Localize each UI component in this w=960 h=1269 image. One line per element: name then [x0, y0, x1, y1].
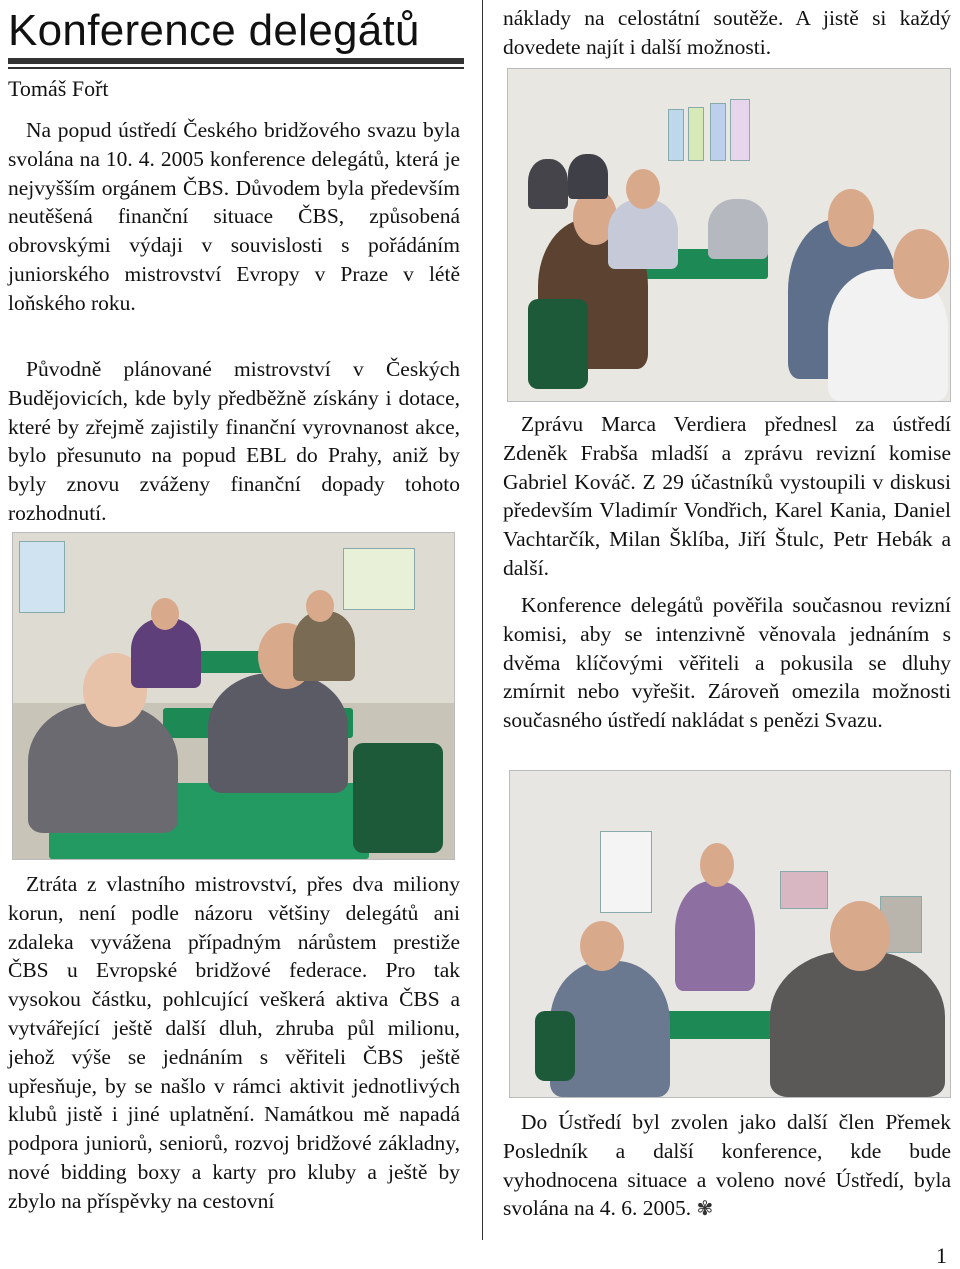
photo-delegates-listening: [507, 68, 951, 402]
right-paragraph-2: Zprávu Marca Verdiera přednesl za ústředí Zdeněk Frabša mladší a zprávu revizní komise Gabriel Kováč. Z 29 účastníků vystoupili v diskusi především Vladimír Vondřich, Karel Kania, Daniel Vachtarčík, Milan Šklíba, Jiří Štulc, Petr Hebák a další.: [503, 412, 951, 580]
left-paragraph-2: Původně plánované mistrovství v Českých Budějovicích, kde byly předběžně získány i dotace, které by zřejmě zajistily finanční vyrovnanost akce, bylo přesunuto na popud EBL do Prahy, aniž by byly znovu zváženy finanční dopady tohoto rozhodnutí.: [8, 357, 460, 525]
right-paragraph-4: [503, 1108, 951, 1224]
left-paragraph-3: Ztráta z vlastního mistrovství, přes dva miliony korun, není podle názoru většiny delegátů ani zdaleka vyvážena případným nárůstem prestiže ČBS u Evropské bridžové federace. Pro tak vysokou částku, pohlcující veškerá aktiva ČBS a vytvářející ještě další dluh, zhruba půl milionu, jehož výše se jednáním s věřiteli ČBS ještě upřesňuje, by se našlo v rámci aktivit jednotlivých klubů jistě i jiné uplatnění. Namátkou mě napadá podpora juniorů, seniorů, rozvoj bridžové základny, nové bidding boxy a karty pro kluby a ještě by zbylo na příspěvky na cestovní: [8, 872, 460, 1213]
end-flower-icon: ✾: [696, 1198, 714, 1221]
right-paragraph-3: Konference delegátů pověřila současnou revizní komisi, aby se intenzivně věnovala jednáním s dvěma klíčovými věřiteli a pokusila se dluhy zmírnit nebo vyřešit. Zároveň omezila možnosti současného ústředí nakládat s penězi Svazu.: [503, 593, 951, 733]
left-paragraph-1: Na popud ústředí Českého bridžového svazu byla svolána na 10. 4. 2005 konference delegátů, která je nejvyšším orgánem ČBS. Důvodem byla především neutěšená finanční situace ČBS, způsobená obrovskými výdaji v souvislosti s pořádáním juniorského mistrovství Evropy v Praze v létě loňského roku.: [8, 118, 460, 315]
article-author: Tomáš Fořt: [8, 76, 109, 101]
title-rule-thin: [8, 67, 464, 69]
photo-speaker-standing: [509, 770, 951, 1098]
column-divider: [482, 0, 483, 1240]
page-number: 1: [936, 1243, 947, 1268]
right-paragraph-1: náklady na celostátní soutěže. A jistě si každý dovedete najít i další možnosti.: [503, 6, 951, 59]
photo-delegates-at-tables: [12, 532, 455, 860]
article-title: Konference delegátů: [8, 6, 420, 55]
right-paragraph-4-text: Do Ústředí byl zvolen jako další člen Přemek Posledník a další konference, kde bude vyhodnocena situace a voleno nové Ústředí, byla svolána na 4. 6. 2005.: [503, 1110, 951, 1221]
title-rule-thick: [8, 58, 464, 64]
